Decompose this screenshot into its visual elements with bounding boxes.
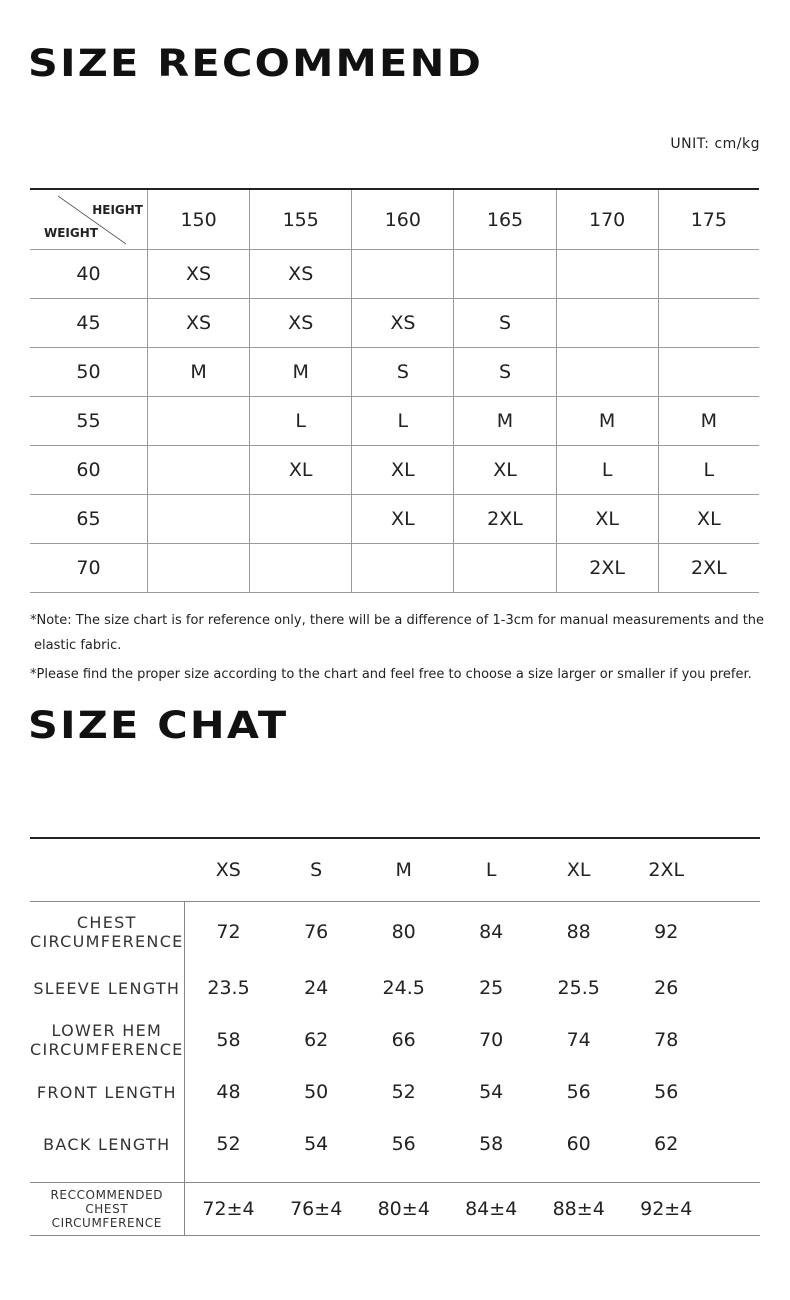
measurement-value: 50 <box>304 1081 329 1103</box>
size-chart-table <box>30 837 760 1236</box>
size-cell: M <box>658 397 759 446</box>
unit-label: UNIT: cm/kg <box>670 136 760 152</box>
measurement-value: 76 <box>304 921 329 943</box>
size-cell: XS <box>250 299 352 348</box>
measurement-value: 84 <box>479 921 504 943</box>
measurement-value: 70 <box>479 1029 504 1051</box>
size-cell: M <box>148 348 250 397</box>
recommended-chest-label: RECCOMMENDED CHEST CIRCUMFERENCE <box>30 1183 184 1236</box>
size-cell: XS <box>250 250 352 299</box>
weight-row <box>30 348 759 397</box>
size-cell: XL <box>658 495 759 544</box>
measurement-value: 88 <box>566 921 591 943</box>
measurement-label: CHEST CIRCUMFERENCE <box>30 902 184 963</box>
recommended-chest-row <box>30 1183 760 1236</box>
size-cell <box>148 446 250 495</box>
height-header-row <box>30 189 759 250</box>
weight-cell: 55 <box>30 397 148 446</box>
measurement-row <box>30 1118 760 1170</box>
measurement-value: 24.5 <box>382 977 425 999</box>
size-recommend-table <box>30 188 759 593</box>
size-chart-title: SIZE CHAT <box>28 704 289 747</box>
size-cell: M <box>250 348 352 397</box>
size-cell: XL <box>454 446 556 495</box>
measurement-value: 60 <box>566 1133 591 1155</box>
size-cell <box>556 348 658 397</box>
measurement-value: 25 <box>479 977 504 999</box>
table-corner <box>30 189 148 250</box>
size-cell <box>658 299 759 348</box>
size-cell: XS <box>148 299 250 348</box>
size-cell: XL <box>352 495 454 544</box>
recommended-chest-value: 92±4 <box>622 1183 710 1236</box>
size-cell: 2XL <box>454 495 556 544</box>
height-cell: 175 <box>658 189 759 250</box>
height-cell: 150 <box>148 189 250 250</box>
size-cell: XL <box>250 446 352 495</box>
measurement-value: 58 <box>216 1029 241 1051</box>
size-cell: S <box>454 348 556 397</box>
size-cell <box>352 544 454 593</box>
measurement-value: 66 <box>391 1029 416 1051</box>
size-cell <box>352 250 454 299</box>
weight-cell: 40 <box>30 250 148 299</box>
measurement-value: 52 <box>391 1081 416 1103</box>
height-cell: 170 <box>556 189 658 250</box>
header-blank <box>30 838 184 902</box>
measurement-row <box>30 1014 760 1066</box>
note-line-2: elastic fabric. <box>34 638 122 653</box>
size-cell: XS <box>148 250 250 299</box>
size-cell: 2XL <box>556 544 658 593</box>
size-cell <box>454 544 556 593</box>
height-cell: 160 <box>352 189 454 250</box>
size-header-cell: S <box>272 838 360 902</box>
weight-cell: 65 <box>30 495 148 544</box>
size-header-cell: XL <box>535 838 623 902</box>
note-line-1: *Note: The size chart is for reference only, there will be a difference of 1-3cm for manual measurements and the <box>30 613 765 628</box>
size-header-row <box>30 838 760 902</box>
measurement-label: BACK LENGTH <box>30 1118 184 1170</box>
size-header-cell: M <box>360 838 448 902</box>
size-cell: 2XL <box>658 544 759 593</box>
measurement-row <box>30 902 760 963</box>
measurement-value: 56 <box>654 1081 679 1103</box>
size-cell <box>148 495 250 544</box>
size-cell: S <box>454 299 556 348</box>
measurement-value: 23.5 <box>207 977 250 999</box>
recommended-chest-value: 76±4 <box>272 1183 360 1236</box>
size-header-cell: L <box>447 838 535 902</box>
size-cell: L <box>352 397 454 446</box>
measurement-label: FRONT LENGTH <box>30 1066 184 1118</box>
weight-row <box>30 250 759 299</box>
measurement-value: 52 <box>216 1133 241 1155</box>
weight-cell: 45 <box>30 299 148 348</box>
measurement-label: LOWER HEM CIRCUMFERENCE <box>30 1014 184 1066</box>
weight-cell: 70 <box>30 544 148 593</box>
corner-height-label: HEIGHT <box>92 203 143 217</box>
size-cell <box>454 250 556 299</box>
size-cell: XS <box>352 299 454 348</box>
size-cell: S <box>352 348 454 397</box>
recommended-chest-value: 88±4 <box>535 1183 623 1236</box>
height-cell: 165 <box>454 189 556 250</box>
size-cell: L <box>556 446 658 495</box>
measurement-value: 24 <box>304 977 329 999</box>
measurement-value: 25.5 <box>557 977 600 999</box>
note-choose-size: *Please find the proper size according to the chart and feel free to choose a size larger or smaller if you prefer. <box>30 667 752 682</box>
size-cell: XL <box>352 446 454 495</box>
size-cell: XL <box>556 495 658 544</box>
recommended-chest-value: 72±4 <box>184 1183 272 1236</box>
note-reference <box>30 608 764 658</box>
size-header-cell: XS <box>184 838 272 902</box>
size-cell <box>658 348 759 397</box>
measurement-value: 56 <box>391 1133 416 1155</box>
measurement-value: 74 <box>566 1029 591 1051</box>
size-cell <box>148 397 250 446</box>
corner-weight-label: WEIGHT <box>44 226 98 240</box>
header-spacer <box>710 838 760 902</box>
size-cell <box>250 544 352 593</box>
measurement-value: 54 <box>304 1133 329 1155</box>
recommended-chest-value: 84±4 <box>447 1183 535 1236</box>
measurement-row <box>30 1066 760 1118</box>
measurement-value: 62 <box>654 1133 679 1155</box>
size-header-cell: 2XL <box>622 838 710 902</box>
measurement-row <box>30 962 760 1014</box>
size-cell <box>556 250 658 299</box>
measurement-value: 92 <box>654 921 679 943</box>
measurement-value: 56 <box>566 1081 591 1103</box>
weight-cell: 50 <box>30 348 148 397</box>
weight-row <box>30 397 759 446</box>
recommended-chest-value: 80±4 <box>360 1183 448 1236</box>
size-cell: M <box>556 397 658 446</box>
size-cell <box>250 495 352 544</box>
size-cell <box>148 544 250 593</box>
spacer-row <box>30 1170 760 1183</box>
measurement-value: 62 <box>304 1029 329 1051</box>
weight-cell: 60 <box>30 446 148 495</box>
weight-row <box>30 446 759 495</box>
size-cell <box>658 250 759 299</box>
measurement-value: 54 <box>479 1081 504 1103</box>
measurement-value: 58 <box>479 1133 504 1155</box>
measurement-value: 26 <box>654 977 679 999</box>
height-cell: 155 <box>250 189 352 250</box>
weight-row <box>30 544 759 593</box>
size-cell: L <box>658 446 759 495</box>
measurement-value: 48 <box>216 1081 241 1103</box>
measurement-value: 72 <box>216 921 241 943</box>
measurement-value: 80 <box>391 921 416 943</box>
measurement-label: SLEEVE LENGTH <box>30 962 184 1014</box>
measurement-value: 78 <box>654 1029 679 1051</box>
corner-diagonal <box>30 190 148 249</box>
weight-row <box>30 299 759 348</box>
size-cell <box>556 299 658 348</box>
weight-row <box>30 495 759 544</box>
size-cell: M <box>454 397 556 446</box>
size-cell: L <box>250 397 352 446</box>
size-recommend-title: SIZE RECOMMEND <box>28 42 484 85</box>
